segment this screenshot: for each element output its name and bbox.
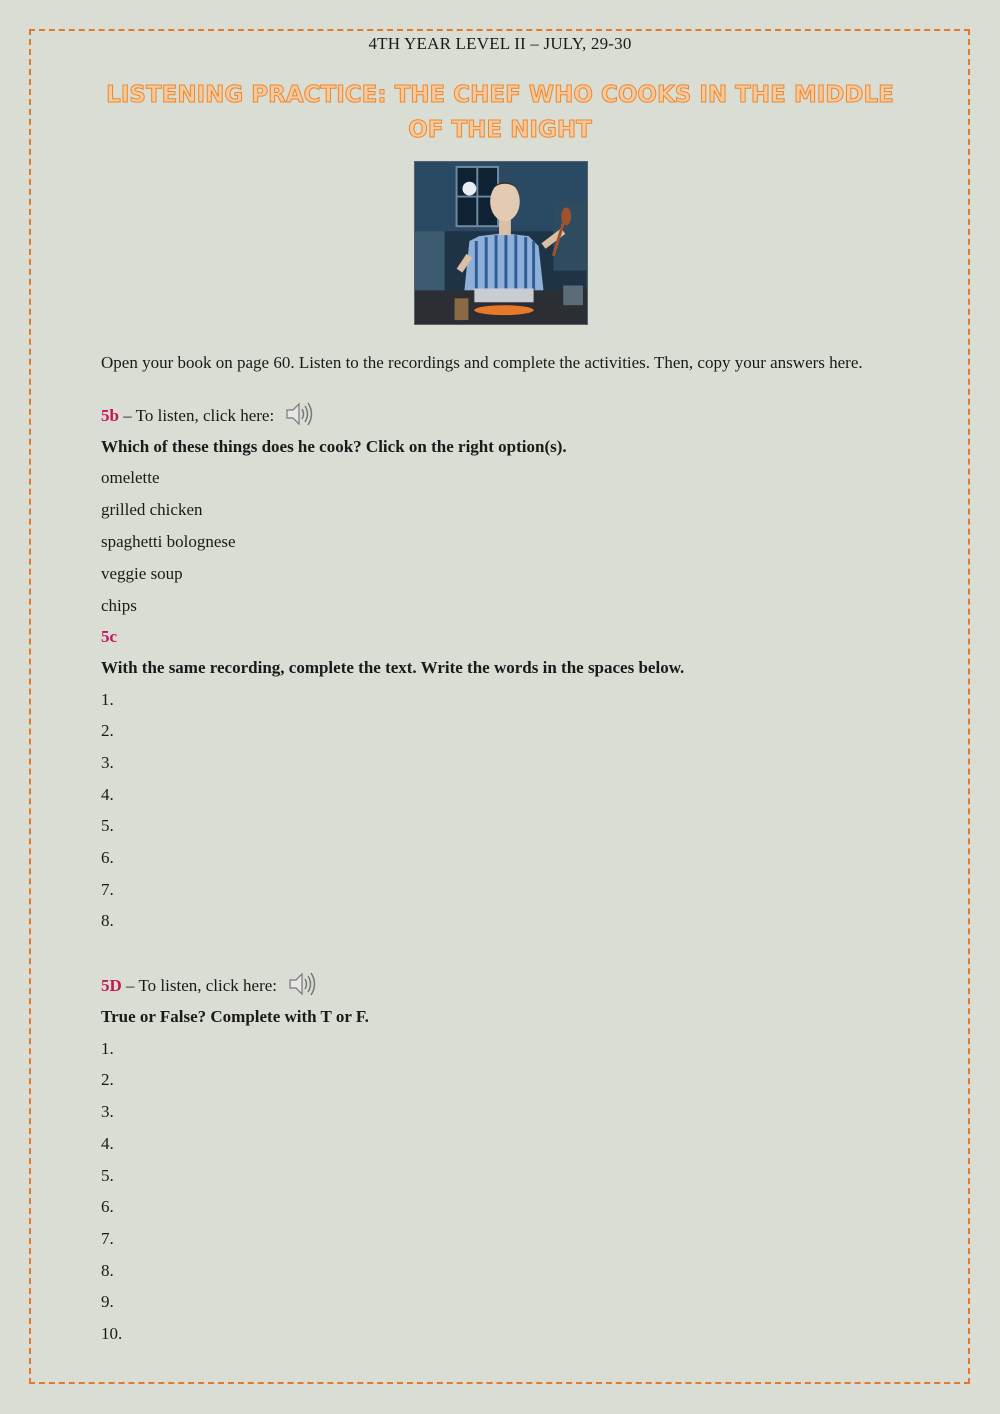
gap-answer-2[interactable]: 2. [101,721,114,740]
section-5d-header [101,975,317,999]
option-veggie-soup[interactable]: veggie soup [101,564,183,583]
section-5c-instruction: With the same recording, complete the text. Write the words in the spaces below. [101,658,685,677]
tf-answer-9[interactable]: 9. [101,1292,114,1311]
gap-answer-5[interactable]: 5. [101,816,114,835]
chef-illustration [414,161,588,325]
section-5b-question: Which of these things does he cook? Click on the right option(s). [101,437,567,456]
tf-answer-7[interactable]: 7. [101,1229,114,1248]
speaker-icon[interactable] [284,399,314,429]
instructions-paragraph: Open your book on page 60. Listen to the recordings and complete the activities. Then, copy your answers here. [101,353,863,372]
section-5b-label: 5b [101,405,119,425]
page-title: LISTENING PRACTICE: THE CHEF WHO COOKS IN THE MIDDLE OF THE NIGHT [106,82,894,143]
tf-answer-2[interactable]: 2. [101,1070,114,1089]
tf-answer-10[interactable]: 10. [101,1324,123,1343]
tf-answer-1[interactable]: 1. [101,1039,114,1058]
option-omelette[interactable]: omelette [101,468,160,487]
section-5d-instruction: True or False? Complete with T or F. [101,1007,369,1026]
section-5d-listen-text: – To listen, click here: [121,975,278,995]
gap-answer-3[interactable]: 3. [101,753,114,772]
tf-answer-8[interactable]: 8. [101,1261,114,1280]
tf-answer-5[interactable]: 5. [101,1166,114,1185]
tf-answer-6[interactable]: 6. [101,1197,114,1216]
gap-answer-1[interactable]: 1. [101,690,114,709]
section-5b-header [101,405,314,429]
gap-answer-4[interactable]: 4. [101,785,114,804]
section-5c-label: 5c [101,627,118,646]
gap-answer-7[interactable]: 7. [101,880,114,899]
section-5d-label: 5D [101,975,122,995]
gap-answer-6[interactable]: 6. [101,848,114,867]
section-5b-listen-text: – To listen, click here: [118,405,275,425]
tf-answer-3[interactable]: 3. [101,1102,114,1121]
speaker-icon[interactable] [287,969,317,999]
option-grilled-chicken[interactable]: grilled chicken [101,500,203,519]
page-header: 4TH YEAR LEVEL II – JULY, 29-30 [368,34,632,53]
tf-answer-4[interactable]: 4. [101,1134,114,1153]
gap-answer-8[interactable]: 8. [101,911,114,930]
option-chips[interactable]: chips [101,596,137,615]
option-spaghetti-bolognese[interactable]: spaghetti bolognese [101,532,236,551]
